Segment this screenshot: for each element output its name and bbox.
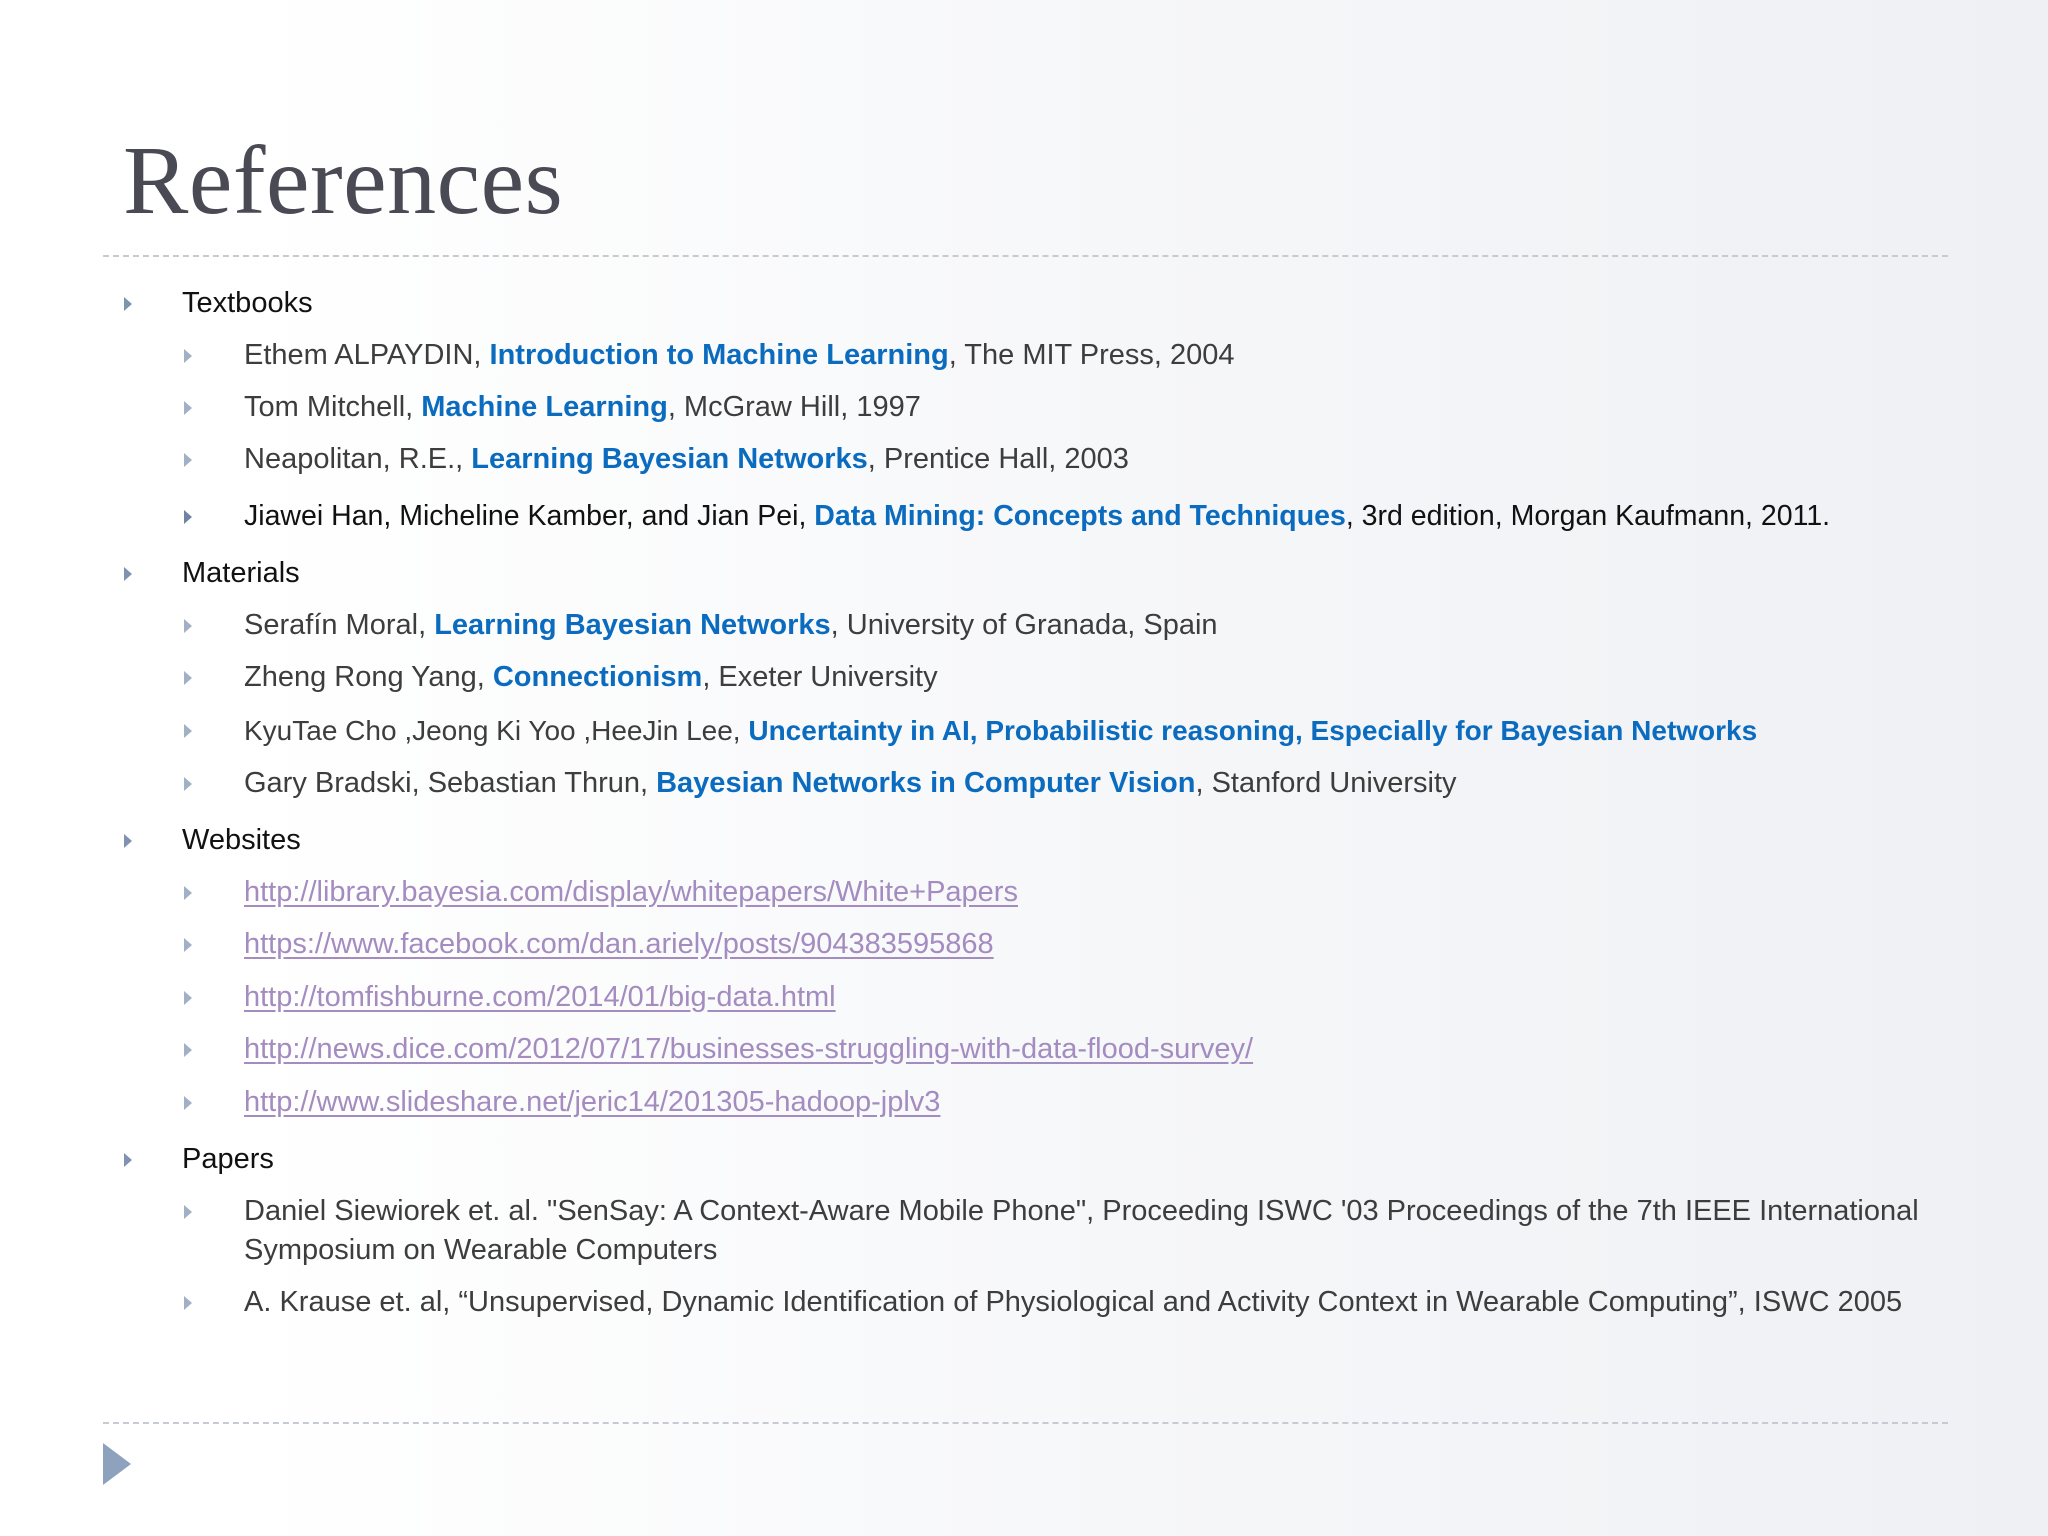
reference-item <box>184 497 1830 536</box>
bullet-icon <box>184 671 192 685</box>
bullet-icon <box>124 567 132 581</box>
bullet-icon <box>184 1296 192 1310</box>
slide-title: References <box>123 127 564 235</box>
website-item <box>184 1030 1253 1069</box>
footer-divider <box>103 1422 1948 1424</box>
bullet-icon <box>184 724 192 738</box>
bullet-icon <box>124 834 132 848</box>
bullet-icon <box>184 1043 192 1057</box>
reference-item <box>184 711 1757 750</box>
ref-author: Tom Mitchell, <box>244 391 422 423</box>
ref-publisher: , University of Granada, Spain <box>830 609 1218 641</box>
section-materials <box>124 554 300 593</box>
ref-publisher: , McGraw Hill, 1997 <box>667 391 921 423</box>
bullet-icon <box>184 349 192 363</box>
ref-publisher: , The MIT Press, 2004 <box>948 339 1235 371</box>
paper-citation: Daniel Siewiorek et. al. "SenSay: A Context-Aware Mobile Phone", Proceeding ISWC '03 Proceedings of the 7th IEEE International Symposium on Wearable Computers <box>244 1195 1919 1266</box>
website-item <box>184 978 836 1017</box>
section-websites <box>124 821 301 860</box>
reference-item <box>184 388 921 427</box>
bullet-icon <box>184 1096 192 1110</box>
bullet-icon <box>184 401 192 415</box>
ref-author: Jiawei Han, Micheline Kamber, and Jian Pei, <box>244 500 815 532</box>
ref-publisher: , Stanford University <box>1195 767 1457 799</box>
website-link[interactable]: http://news.dice.com/2012/07/17/businesses-struggling-with-data-flood-survey/ <box>244 1033 1254 1065</box>
website-link[interactable]: http://www.slideshare.net/jeric14/201305-hadoop-jplv3 <box>244 1086 941 1118</box>
bullet-icon <box>184 1205 192 1219</box>
bullet-icon <box>124 1153 132 1167</box>
ref-title: Connectionism <box>492 661 703 693</box>
ref-publisher: , Prentice Hall, 2003 <box>867 443 1129 475</box>
ref-title: Learning Bayesian Networks <box>471 443 868 475</box>
ref-title: Uncertainty in AI, Probabilistic reasoning, Especially for Bayesian Networks <box>748 715 1758 746</box>
ref-title: Introduction to Machine Learning <box>489 339 949 371</box>
reference-item <box>184 764 1457 803</box>
reference-item <box>184 440 1129 479</box>
website-link[interactable]: http://tomfishburne.com/2014/01/big-data.html <box>244 981 836 1013</box>
website-item <box>184 1083 940 1122</box>
title-divider <box>103 255 1948 257</box>
reference-item <box>184 606 1218 645</box>
bullet-icon <box>184 777 192 791</box>
ref-title: Machine Learning <box>421 391 668 423</box>
section-label: Materials <box>182 557 300 589</box>
ref-publisher: , 3rd edition, Morgan Kaufmann, 2011. <box>1345 500 1831 532</box>
bullet-icon <box>184 619 192 633</box>
ref-publisher: , Exeter University <box>702 661 938 693</box>
paper-citation: A. Krause et. al, “Unsupervised, Dynamic Identification of Physiological and Activity Context in Wearable Computing”, ISWC 2005 <box>244 1286 1903 1318</box>
bullet-icon <box>184 886 192 900</box>
ref-author: Gary Bradski, Sebastian Thrun, <box>244 767 657 799</box>
ref-title: Learning Bayesian Networks <box>434 609 831 641</box>
ref-author: Serafín Moral, <box>244 609 435 641</box>
bullet-icon <box>184 991 192 1005</box>
bullet-icon <box>124 297 132 311</box>
ref-title: Data Mining: Concepts and Techniques <box>814 500 1346 532</box>
section-label: Websites <box>182 824 301 856</box>
paper-item <box>184 1283 1902 1322</box>
ref-title: Bayesian Networks in Computer Vision <box>656 767 1196 799</box>
paper-item <box>184 1192 1984 1270</box>
website-link[interactable]: http://library.bayesia.com/display/whitepapers/White+Papers <box>244 876 1018 908</box>
website-link[interactable]: https://www.facebook.com/dan.ariely/posts/904383595868 <box>244 928 994 960</box>
ref-author: KyuTae Cho ,Jeong Ki Yoo ,HeeJin Lee, <box>244 715 749 746</box>
section-label: Textbooks <box>182 287 313 319</box>
section-papers <box>124 1140 274 1179</box>
bullet-icon <box>184 510 192 524</box>
section-textbooks <box>124 284 313 323</box>
ref-author: Zheng Rong Yang, <box>244 661 493 693</box>
reference-item <box>184 658 938 697</box>
website-item <box>184 873 1018 912</box>
bullet-icon <box>184 453 192 467</box>
ref-author: Neapolitan, R.E., <box>244 443 472 475</box>
bullet-icon <box>184 938 192 952</box>
section-label: Papers <box>182 1143 274 1175</box>
play-triangle-icon <box>103 1443 131 1485</box>
website-item <box>184 925 994 964</box>
ref-author: Ethem ALPAYDIN, <box>244 339 490 371</box>
reference-item <box>184 336 1235 375</box>
